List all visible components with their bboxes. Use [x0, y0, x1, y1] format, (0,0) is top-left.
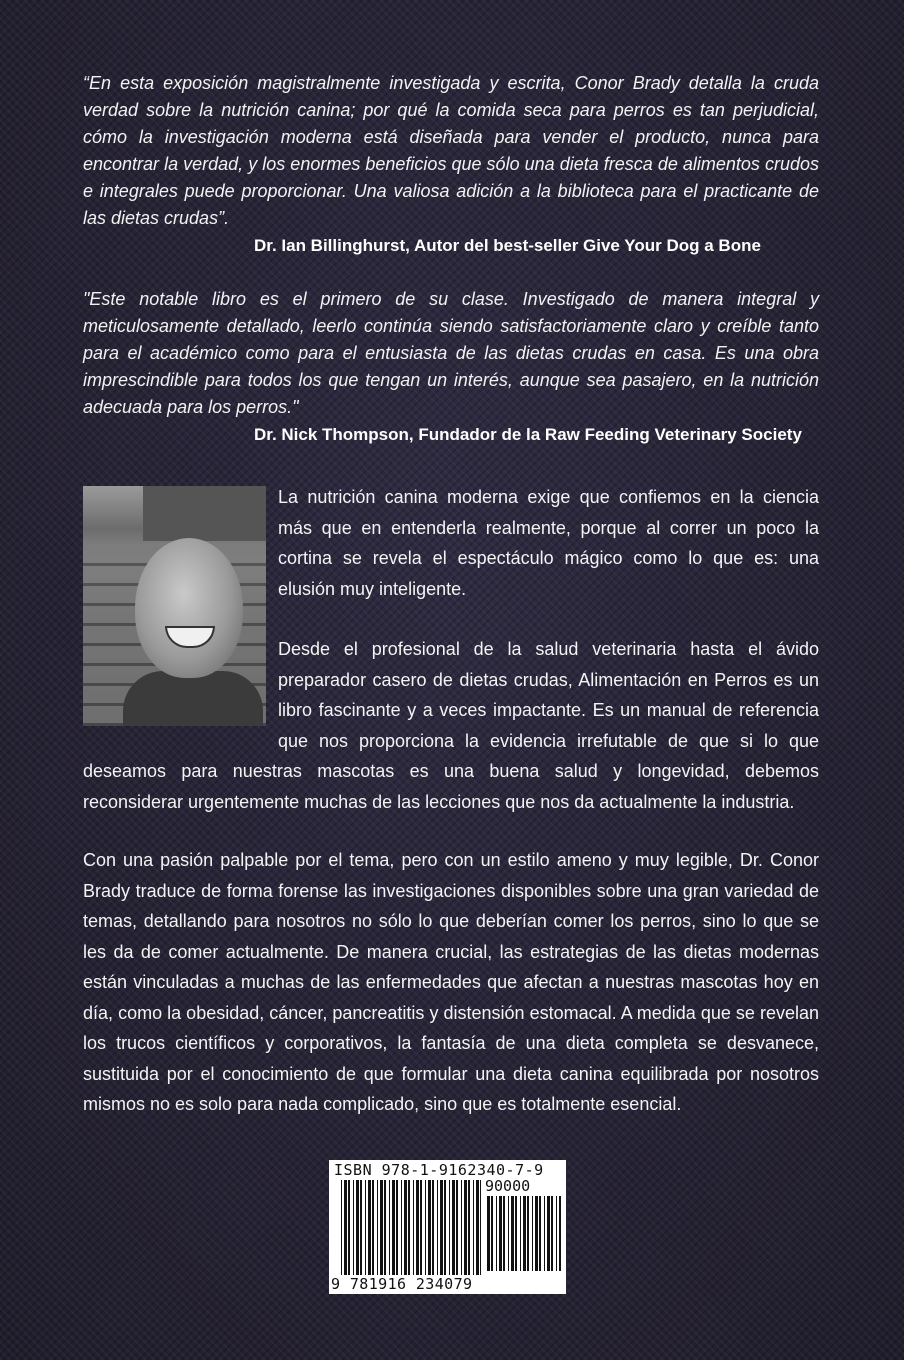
- blurb-attribution-2: Dr. Nick Thompson, Fundador de la Raw Feeding Veterinary Society: [254, 425, 802, 444]
- barcode-bars-main: [341, 1180, 481, 1275]
- description-paragraph-3: Con una pasión palpable por el tema, pero con un estilo ameno y muy legible, Dr. Conor Brady traduce de forma forense las investigaciones disponibles sobre una gran variedad de temas, detallando para nosotros no sólo lo que deberían comer los perros, sino lo que se les da de comer actualmente. De manera crucial, las estrategias de las dietas modernas están vinculadas a muchas de las enfermedades que afectan a nuestras mascotas hoy en día, como la obesidad, cáncer, pancreatitis y distensión estomacal. A medida que se revelan los trucos científicos y corporativos, la fantasía de una dieta completa se desvanece, sustituida por el conocimiento de que formular una dieta canina equilibrada por nosotros mismos no es solo para nada complicado, sino que es totalmente esencial.: [83, 850, 819, 1114]
- description-main: [83, 845, 819, 1120]
- blurb-quote-1: “En esta exposición magistralmente investigada y escrita, Conor Brady detalla la cruda verdad sobre la nutrición canina; por qué la comida seca para perros es tan perjudicial, cómo la investigación moderna está diseñada para vender el producto, nunca para encontrar la verdad, y los enormes beneficios que sólo una dieta fresca de alimentos crudos e integrales puede proporcionar. Una valiosa adición a la biblioteca para el practicante de las dietas crudas”.: [83, 73, 819, 228]
- isbn-label: ISBN 978-1-9162340-7-9: [334, 1161, 544, 1179]
- author-photo: [83, 486, 266, 726]
- author-description: [83, 482, 819, 817]
- description-paragraph-2: Desde el profesional de la salud veterinaria hasta el ávido preparador casero de dietas crudas, Alimentación en Perros es un libro fascinante y a veces impactante. Es un manual de referencia que nos proporciona la evidencia irrefutable de que si lo que deseamos para nuestras mascotas es una buena salud y longevidad, debemos reconsiderar urgentemente muchas de las lecciones que nos da actualmente la industria.: [83, 639, 819, 812]
- barcode-bars-addon: [487, 1196, 561, 1271]
- blurb-attribution-1: Dr. Ian Billinghurst, Autor del best-seller Give Your Dog a Bone: [254, 236, 761, 255]
- description-paragraph-1: La nutrición canina moderna exige que confiemos en la ciencia más que en entenderla realmente, porque al correr un poco la cortina se revela el espectáculo mágico como lo que es: una elusión muy inteligente.: [278, 487, 819, 599]
- price-code: 90000: [485, 1177, 531, 1195]
- blurb-quote-2: "Este notable libro es el primero de su clase. Investigado de manera integral y meticulosamente detallado, leerlo continúa siendo satisfactoriamente claro y creíble tanto para el académico como para el entusiasta de las dietas crudas en casa. Es una obra imprescindible para todos los que tengan un interés, aunque sea pasajero, en la nutrición adecuada para los perros.": [83, 289, 819, 417]
- barcode-digits: 9 781916 234079: [331, 1275, 473, 1293]
- isbn-barcode: [329, 1160, 566, 1294]
